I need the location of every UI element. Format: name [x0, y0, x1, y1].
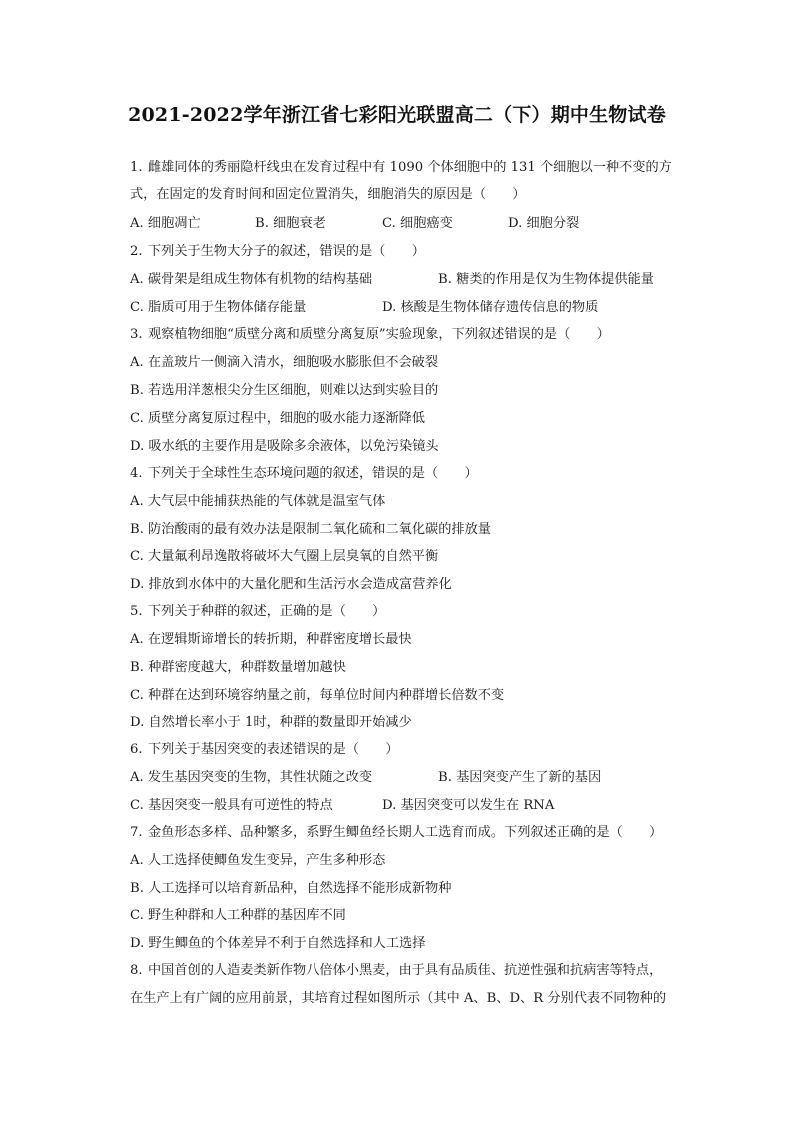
option-c[interactable]: C. 脂质可用于生物体储存能量 — [130, 300, 307, 315]
option-c[interactable]: C. 大量氟利昂逸散将破坏大气圈上层臭氧的自然平衡 — [130, 549, 439, 564]
exam-title: 2021-2022学年浙江省七彩阳光联盟高二（下）期中生物试卷 — [128, 104, 666, 126]
option-b[interactable]: B. 细胞衰老 — [255, 216, 326, 231]
question-number: 3. — [130, 327, 143, 342]
option-c[interactable]: C. 种群在达到环境容纳量之前，每单位时间内种群增长倍数不变 — [130, 688, 505, 703]
option-d[interactable]: D. 基因突变可以发生在 RNA — [382, 798, 555, 813]
option-b[interactable]: B. 基因突变产生了新的基因 — [438, 770, 602, 785]
option-c[interactable]: C. 质壁分离复原过程中，细胞的吸水能力逐渐降低 — [130, 411, 425, 426]
question-text: 在生产上有广阔的应用前景，其培育过程如图所示（其中 A、B、D、R 分别代表不同物种的 — [130, 991, 667, 1006]
option-d[interactable]: D. 野生鲫鱼的个体差异不利于自然选择和人工选择 — [130, 936, 426, 951]
question-text: 下列关于基因突变的表述错误的是（ ） — [148, 742, 399, 757]
question-text: 中国首创的人造麦类新作物八倍体小黑麦，由于具有品质佳、抗逆性强和抗病害等特点， — [148, 963, 663, 978]
question-number: 4. — [130, 466, 143, 481]
option-d[interactable]: D. 细胞分裂 — [508, 216, 580, 231]
question-number: 6. — [130, 742, 143, 757]
question-text: 式，在固定的发育时间和固定位置消失，细胞消失的原因是（ ） — [130, 187, 526, 202]
option-a[interactable]: A. 大气层中能捕获热能的气体就是温室气体 — [130, 494, 386, 509]
question-text: 雌雄同体的秀丽隐杆线虫在发育过程中有 1090 个体细胞中的 131 个细胞以一种不变的方 — [148, 160, 672, 175]
option-c[interactable]: C. 细胞癌变 — [382, 216, 453, 231]
option-b[interactable]: B. 种群密度越大，种群数量增加越快 — [130, 660, 346, 675]
question-number: 1. — [130, 160, 143, 175]
question-text: 下列关于生物大分子的叙述，错误的是（ ） — [148, 244, 425, 259]
option-c[interactable]: C. 野生种群和人工种群的基因库不同 — [130, 908, 346, 923]
question-text: 下列关于全球性生态环境问题的叙述，错误的是（ ） — [148, 466, 478, 481]
option-d[interactable]: D. 排放到水体中的大量化肥和生活污水会造成富营养化 — [130, 577, 452, 592]
question-text: 金鱼形态多样、品种繁多，系野生鲫鱼经长期人工选育而成。下列叙述正确的是（ ） — [148, 825, 663, 840]
option-b[interactable]: B. 人工选择可以培育新品种，自然选择不能形成新物种 — [130, 881, 452, 896]
option-a[interactable]: A. 在盖玻片一侧滴入清水，细胞吸水膨胀但不会破裂 — [130, 355, 439, 370]
option-a[interactable]: A. 发生基因突变的生物，其性状随之改变 — [130, 770, 373, 785]
option-c[interactable]: C. 基因突变一般具有可逆性的特点 — [130, 798, 333, 813]
option-a[interactable]: A. 在逻辑斯谛增长的转折期，种群密度增长最快 — [130, 632, 412, 647]
option-d[interactable]: D. 吸水纸的主要作用是吸除多余液体，以免污染镜头 — [130, 439, 439, 454]
question-number: 5. — [130, 604, 143, 619]
question-number: 2. — [130, 244, 143, 259]
question-text: 观察植物细胞“质壁分离和质壁分离复原”实验现象，下列叙述错误的是（ ） — [148, 327, 610, 342]
option-b[interactable]: B. 防治酸雨的最有效办法是限制二氧化硫和二氧化碳的排放量 — [130, 522, 491, 537]
option-a[interactable]: A. 人工选择使鲫鱼发生变异，产生多种形态 — [130, 853, 386, 868]
option-d[interactable]: D. 核酸是生物体储存遗传信息的物质 — [382, 300, 599, 315]
question-text: 下列关于种群的叙述，正确的是（ ） — [148, 604, 386, 619]
option-a[interactable]: A. 碳骨架是组成生物体有机物的结构基础 — [130, 272, 373, 287]
option-d[interactable]: D. 自然增长率小于 1时，种群的数量即开始减少 — [130, 715, 412, 730]
option-b[interactable]: B. 若选用洋葱根尖分生区细胞，则难以达到实验目的 — [130, 383, 439, 398]
question-number: 8. — [130, 963, 143, 978]
option-b[interactable]: B. 糖类的作用是仅为生物体提供能量 — [438, 272, 654, 287]
question-number: 7. — [130, 825, 143, 840]
option-a[interactable]: A. 细胞凋亡 — [130, 216, 201, 231]
